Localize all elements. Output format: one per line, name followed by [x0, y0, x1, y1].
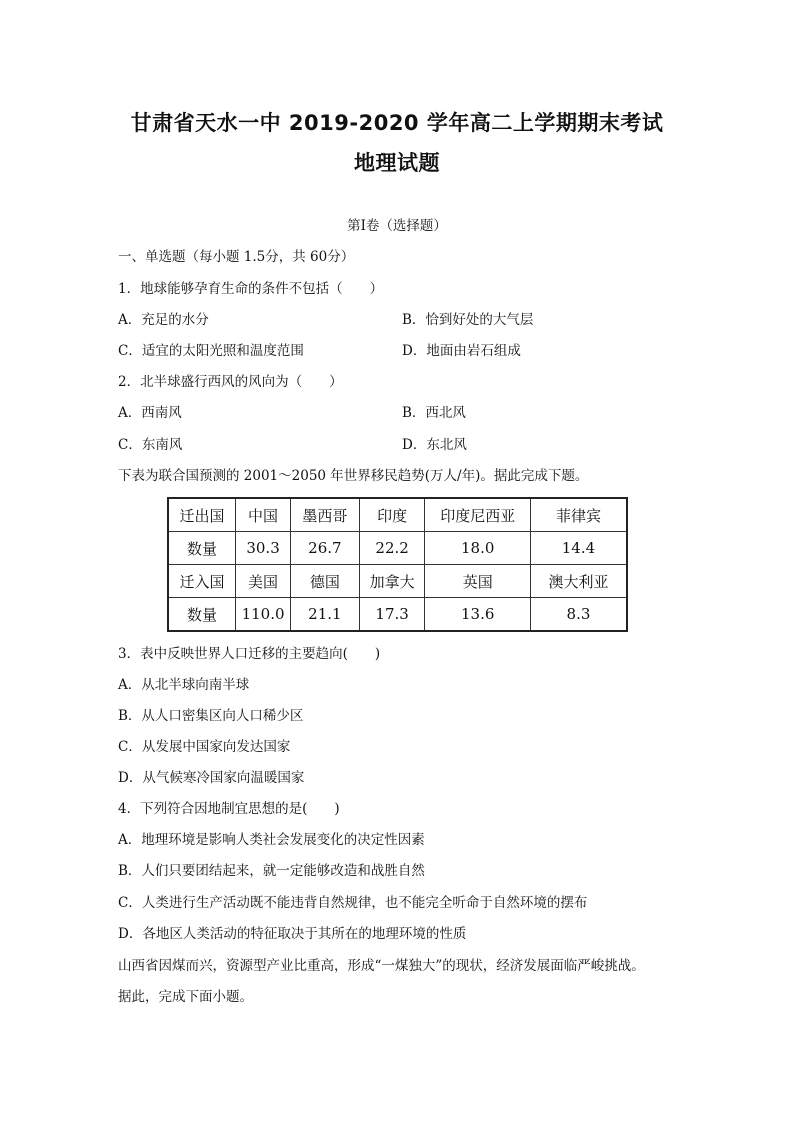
table-cell: 110.0 [236, 598, 291, 632]
table-cell: 21.1 [291, 598, 360, 632]
table-cell: 30.3 [236, 532, 291, 565]
table-cell: 迁入国 [168, 565, 236, 598]
table-cell: 墨西哥 [291, 498, 360, 532]
question-3-option-a: A．从北半球向南半球 [118, 677, 250, 693]
table-cell: 13.6 [425, 598, 530, 632]
table-cell: 22.2 [359, 532, 425, 565]
table-cell: 17.3 [359, 598, 425, 632]
table-cell: 中国 [236, 498, 291, 532]
table-row-immigration-values [168, 598, 627, 632]
question-2-option-b: B．西北风 [402, 405, 466, 421]
question-2-option-c: C．东南风 [118, 437, 183, 453]
table-cell: 8.3 [530, 598, 627, 632]
exam-title: 甘肃省天水一中 2019-2020 学年高二上学期期末考试 [130, 111, 664, 135]
question-4-option-d: D．各地区人类活动的特征取决于其所在的地理环境的性质 [118, 926, 467, 942]
question-2-stem: 2．北半球盛行西风的风向为（ ） [118, 374, 343, 390]
table-cell: 英国 [425, 565, 530, 598]
table-row-emigration-values [168, 532, 627, 565]
table-cell: 美国 [236, 565, 291, 598]
question-4-option-b: B．人们只要团结起来，就一定能够改造和战胜自然 [118, 863, 425, 879]
part-heading: 一、单选题（每小题 1.5分，共 60分） [118, 249, 355, 265]
shanxi-intro-line-1: 山西省因煤而兴，资源型产业比重高，形成“一煤独大”的现状，经济发展面临严峻挑战。 [118, 958, 645, 974]
table-cell: 菲律宾 [530, 498, 627, 532]
question-1-option-c: C．适宜的太阳光照和温度范围 [118, 343, 304, 359]
table-cell: 迁出国 [168, 498, 236, 532]
question-4-option-a: A．地理环境是影响人类社会发展变化的决定性因素 [118, 832, 425, 848]
table-cell: 印度尼西亚 [425, 498, 530, 532]
table-cell: 澳大利亚 [530, 565, 627, 598]
question-2-option-d: D．东北风 [402, 437, 467, 453]
migration-table [167, 497, 628, 632]
table-intro: 下表为联合国预测的 2001～2050 年世界移民趋势(万人/年)。据此完成下题。 [118, 468, 589, 484]
table-cell: 26.7 [291, 532, 360, 565]
table-row-emigration-countries [168, 498, 627, 532]
question-1-option-d: D．地面由岩石组成 [402, 343, 521, 359]
question-3-stem: 3．表中反映世界人口迁移的主要趋向( ) [118, 646, 381, 662]
shanxi-intro-line-2: 据此，完成下面小题。 [118, 989, 253, 1005]
table-cell: 14.4 [530, 532, 627, 565]
question-2-option-a: A．西南风 [118, 405, 182, 421]
question-3-option-c: C．从发展中国家向发达国家 [118, 739, 291, 755]
question-4-stem: 4．下列符合因地制宜思想的是( ) [118, 801, 340, 817]
table-cell: 18.0 [425, 532, 530, 565]
table-cell: 数量 [168, 598, 236, 632]
question-4-option-c: C．人类进行生产活动既不能违背自然规律，也不能完全听命于自然环境的摆布 [118, 895, 588, 911]
exam-subtitle: 地理试题 [354, 151, 440, 175]
table-cell: 数量 [168, 532, 236, 565]
table-cell: 印度 [359, 498, 425, 532]
question-1-option-a: A．充足的水分 [118, 312, 209, 328]
table-cell: 加拿大 [359, 565, 425, 598]
question-3-option-d: D．从气候寒冷国家向温暖国家 [118, 770, 305, 786]
question-1-stem: 1．地球能够孕育生命的条件不包括（ ） [118, 281, 384, 297]
table-row-immigration-countries [168, 565, 627, 598]
section-title: 第Ⅰ卷（选择题） [347, 218, 447, 234]
question-1-option-b: B．恰到好处的大气层 [402, 312, 534, 328]
question-3-option-b: B．从人口密集区向人口稀少区 [118, 708, 304, 724]
table-cell: 德国 [291, 565, 360, 598]
